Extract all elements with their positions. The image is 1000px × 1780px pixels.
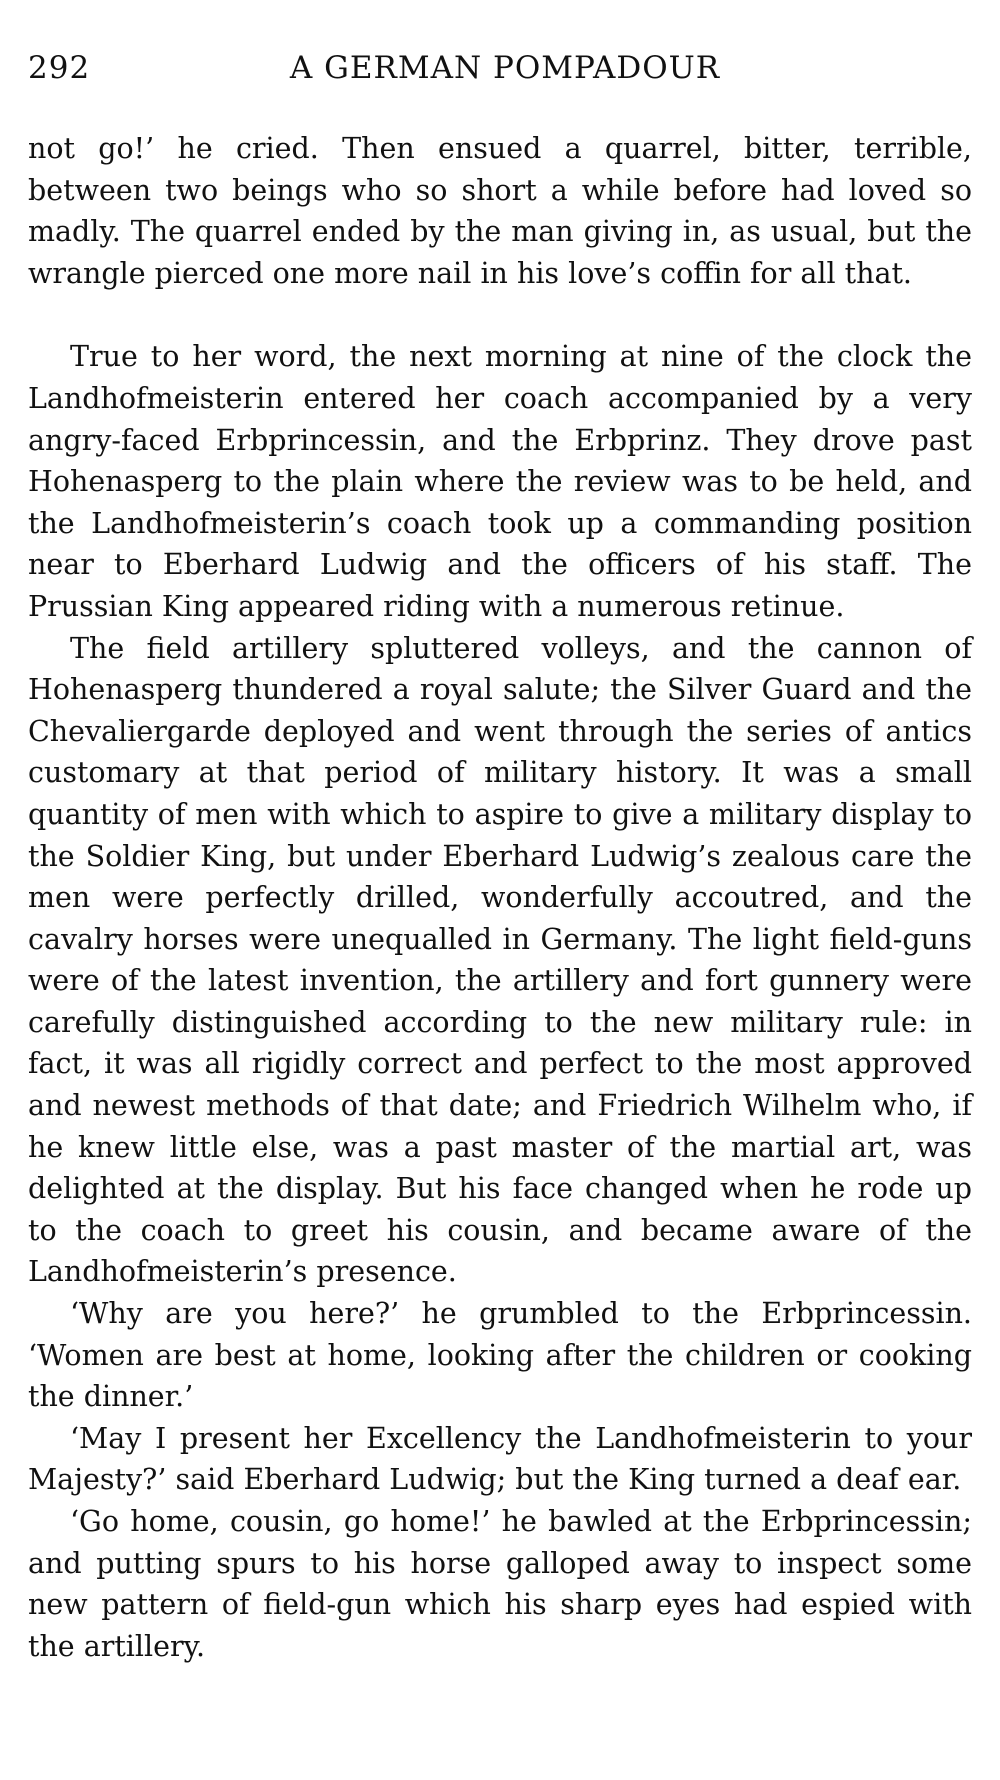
paragraph-continuation: not go!’ he cried. Then ensued a quarrel, bitter, terrible, between two beings who so short a while before had loved so madly. The quarrel ended by the man giving in, as usual, but the wrangle pierced one more nail in his love’s coffin for all that. [28,132,972,290]
paragraph: True to her word, the next morning at nine of the clock the Landhofmeisterin entered her coach accompanied by a very angry-faced Erbprincessin, and the Erbprinz. They drove past Hohenasperg to the plain where the review was to be held, and the Landhofmeisterin’s coach took up a commanding position near to Eberhard Ludwig and the officers of his staff. The Prussian King appeared riding with a numerous retinue. [28,340,972,623]
running-head [28,50,972,92]
body-text [28,128,972,1667]
paragraph: ‘Why are you here?’ he grumbled to the Erbprincessin. ‘Women are best at home, looking after the children or cooking the dinner.’ [28,1297,972,1414]
book-page [28,50,972,1667]
running-title: A GERMAN POMPADOUR [289,50,721,86]
paragraph: ‘Go home, cousin, go home!’ he bawled at the Erbprincessin; and putting spurs to his horse galloped away to inspect some new pattern of field-gun which his sharp eyes had espied with the artillery. [28,1505,972,1663]
paragraph: The field artillery spluttered volleys, and the cannon of Hohenasperg thundered a royal salute; the Silver Guard and the Chevaliergarde deployed and went through the series of antics customary at that period of military history. It was a small quantity of men with which to aspire to give a military display to the Soldier King, but under Eberhard Ludwig’s zealous care the men were perfectly drilled, wonderfully accoutred, and the cavalry horses were unequalled in Germany. The light field-guns were of the latest invention, the artillery and fort gunnery were carefully distinguished according to the new military rule: in fact, it was all rigidly correct and perfect to the most approved and newest methods of that date; and Friedrich Wilhelm who, if he knew little else, was a past master of the martial art, was delighted at the display. But his face changed when he rode up to the coach to greet his cousin, and became aware of the Landhofmeisterin’s presence. [28,631,972,1289]
page-number: 292 [28,50,91,86]
paragraph: ‘May I present her Excellency the Landhofmeisterin to your Majesty?’ said Eberhard Ludwig; but the King turned a deaf ear. [28,1421,972,1497]
